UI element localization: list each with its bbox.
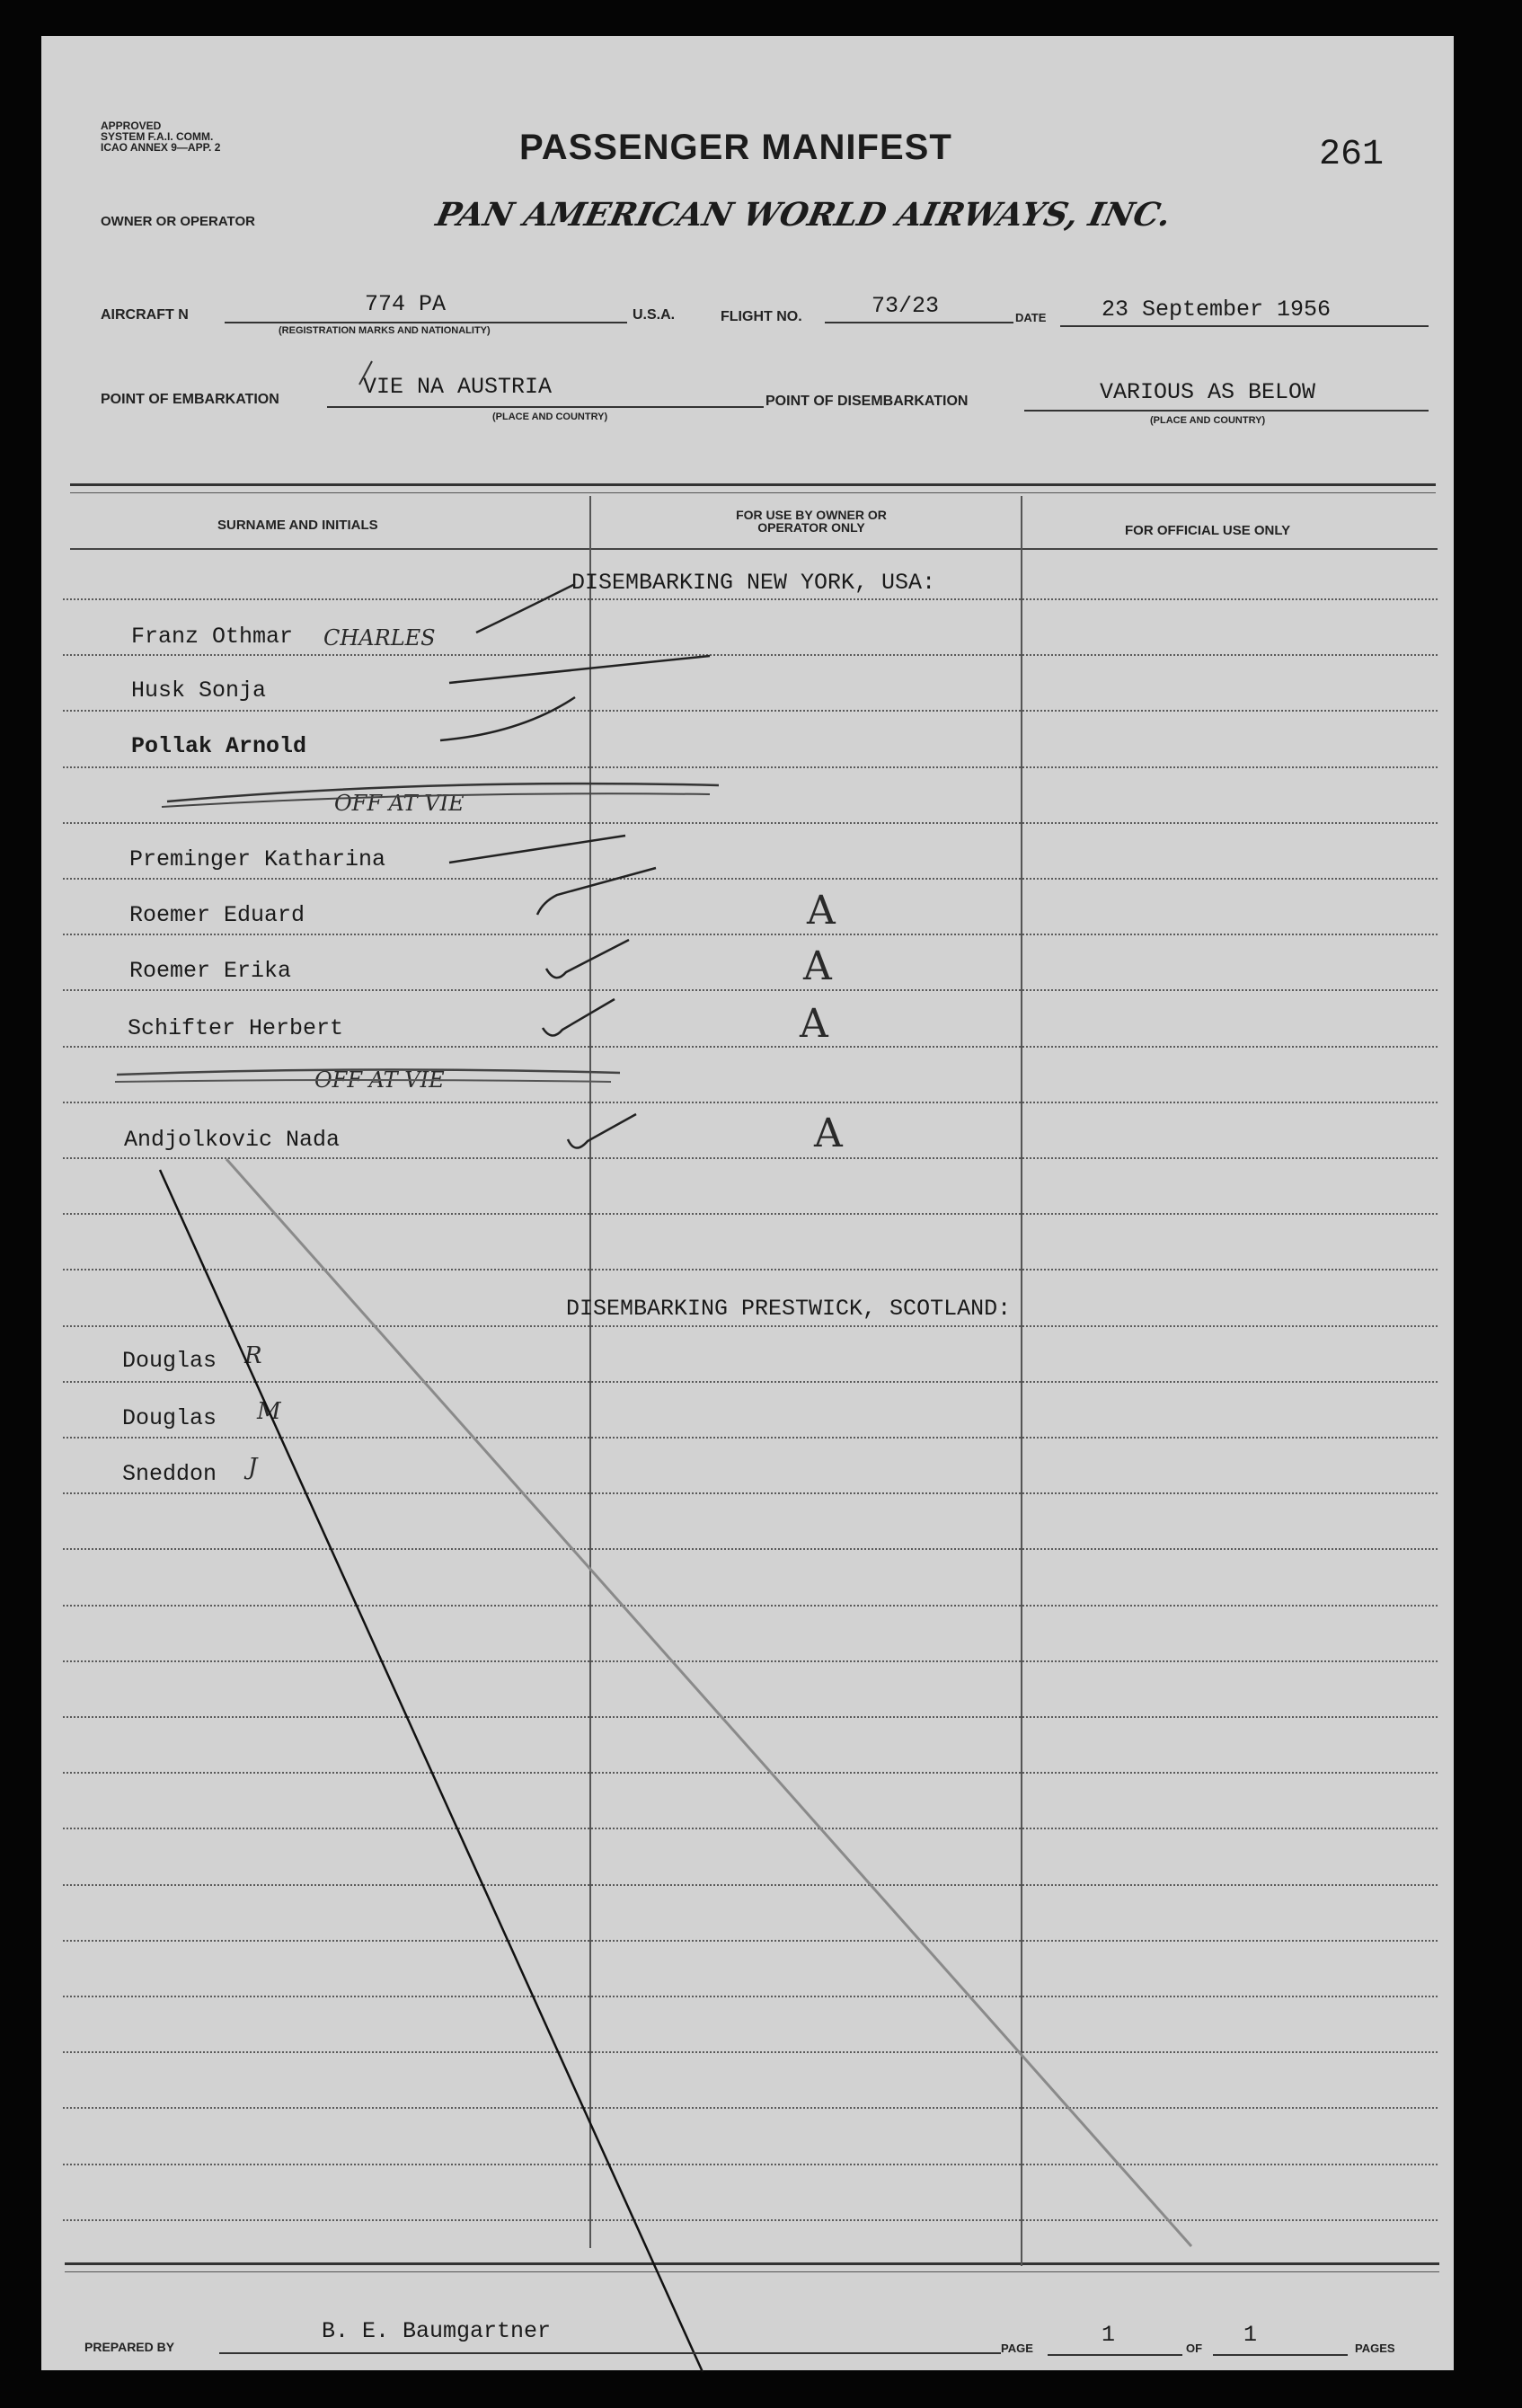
row-rule bbox=[63, 878, 1438, 880]
embark-sublabel: (PLACE AND COUNTRY) bbox=[492, 412, 608, 422]
handwritten-note: OFF AT VIE bbox=[314, 1067, 445, 1093]
approval-line: ICAO ANNEX 9—APP. 2 bbox=[101, 141, 221, 154]
passenger-name: Pollak Arnold bbox=[131, 733, 307, 759]
approval-line: APPROVED bbox=[101, 120, 162, 132]
row-rule bbox=[63, 934, 1438, 935]
handwritten-initial: R bbox=[244, 1342, 262, 1369]
passenger-name: Roemer Erika bbox=[129, 958, 292, 984]
pages-total: 1 bbox=[1243, 2322, 1258, 2348]
table-bottom-rule-thin bbox=[65, 2271, 1439, 2272]
page-value: 1 bbox=[1102, 2322, 1116, 2348]
date-label: DATE bbox=[1015, 311, 1047, 324]
embark-underline bbox=[327, 406, 764, 408]
page-label: PAGE bbox=[1001, 2342, 1033, 2355]
of-label: OF bbox=[1186, 2342, 1203, 2355]
airline-logo: PAN AMERICAN WORLD AIRWAYS, INC. bbox=[432, 196, 1175, 234]
row-rule bbox=[63, 1381, 1438, 1383]
approval-line: SYSTEM F.A.I. COMM. bbox=[101, 130, 214, 143]
row-rule bbox=[63, 1548, 1438, 1550]
column-header-official-use: FOR OFFICIAL USE ONLY bbox=[1125, 523, 1291, 538]
row-rule bbox=[63, 1437, 1438, 1439]
aircraft-value: 774 PA bbox=[365, 291, 447, 317]
row-rule bbox=[63, 1492, 1438, 1494]
date-underline bbox=[1060, 325, 1429, 327]
column-header-surname: SURNAME AND INITIALS bbox=[217, 518, 378, 533]
handwritten-note: OFF AT VIE bbox=[334, 791, 465, 816]
section-heading: DISEMBARKING PRESTWICK, SCOTLAND: bbox=[566, 1296, 1012, 1322]
page-number: 261 bbox=[1319, 135, 1385, 175]
usa-label: U.S.A. bbox=[633, 307, 676, 323]
row-rule bbox=[63, 2164, 1438, 2165]
row-rule bbox=[63, 766, 1438, 768]
flight-number: 73/23 bbox=[872, 293, 940, 319]
pages-label: PAGES bbox=[1355, 2342, 1395, 2355]
handwritten-note: CHARLES bbox=[323, 625, 436, 651]
column-header-owner-use: FOR USE BY OWNER OR OPERATOR ONLY bbox=[736, 508, 887, 535]
flight-label: FLIGHT NO. bbox=[721, 309, 802, 324]
row-rule bbox=[63, 598, 1438, 600]
row-rule bbox=[63, 2219, 1438, 2221]
row-rule bbox=[63, 710, 1438, 712]
embark-label: POINT OF EMBARKATION bbox=[101, 392, 279, 407]
prepared-label: PREPARED BY bbox=[84, 2340, 175, 2354]
flight-underline bbox=[825, 322, 1013, 323]
passenger-name: Preminger Katharina bbox=[129, 846, 386, 872]
row-rule bbox=[63, 989, 1438, 991]
flight-date: 23 September 1956 bbox=[1102, 297, 1332, 323]
passenger-name: Douglas bbox=[122, 1405, 217, 1431]
row-rule bbox=[63, 654, 1438, 656]
handwritten-mark: A bbox=[814, 1111, 843, 1156]
row-rule bbox=[63, 2107, 1438, 2109]
owner-label: OWNER OR OPERATOR bbox=[101, 214, 255, 229]
disembark-label: POINT OF DISEMBARKATION bbox=[765, 394, 969, 409]
page-underline bbox=[1048, 2354, 1182, 2356]
table-bottom-rule bbox=[65, 2262, 1439, 2265]
prepared-by: B. E. Baumgartner bbox=[322, 2318, 552, 2344]
disembark-sublabel: (PLACE AND COUNTRY) bbox=[1150, 415, 1266, 426]
embark-value: VIE NA AUSTRIA bbox=[363, 374, 553, 400]
row-rule bbox=[63, 2051, 1438, 2053]
passenger-name: Husk Sonja bbox=[131, 677, 267, 704]
row-rule bbox=[63, 1325, 1438, 1327]
aircraft-sublabel: (REGISTRATION MARKS AND NATIONALITY) bbox=[279, 325, 491, 336]
disembark-value: VARIOUS AS BELOW bbox=[1100, 379, 1316, 405]
handwritten-initial: J bbox=[248, 1454, 258, 1481]
handwritten-initial: M bbox=[257, 1398, 281, 1425]
table-top-rule-thin bbox=[70, 492, 1436, 493]
row-rule bbox=[63, 1213, 1438, 1215]
row-rule bbox=[63, 1660, 1438, 1662]
passenger-name: Douglas bbox=[122, 1348, 217, 1374]
page-title: PASSENGER MANIFEST bbox=[519, 128, 952, 167]
row-rule bbox=[63, 1772, 1438, 1774]
pages-underline bbox=[1213, 2354, 1348, 2356]
handwritten-mark: A bbox=[800, 1001, 828, 1047]
row-rule bbox=[63, 1269, 1438, 1270]
table-top-rule bbox=[70, 483, 1436, 486]
column-divider-1 bbox=[589, 496, 591, 2248]
row-rule bbox=[63, 1605, 1438, 1607]
passenger-name: Sneddon bbox=[122, 1461, 217, 1487]
prepared-underline bbox=[219, 2352, 1001, 2354]
passenger-name: Andjolkovic Nada bbox=[124, 1127, 341, 1153]
row-rule bbox=[63, 1157, 1438, 1159]
row-rule bbox=[63, 1046, 1438, 1048]
passenger-name: Roemer Eduard bbox=[129, 902, 305, 928]
row-rule bbox=[63, 1940, 1438, 1942]
approval-block bbox=[101, 120, 220, 153]
aircraft-underline bbox=[225, 322, 627, 323]
section-heading: DISEMBARKING NEW YORK, USA: bbox=[571, 570, 936, 596]
disembark-underline bbox=[1024, 410, 1429, 412]
aircraft-label: AIRCRAFT N bbox=[101, 307, 189, 323]
row-rule bbox=[63, 1996, 1438, 1997]
passenger-name: Schifter Herbert bbox=[128, 1015, 344, 1041]
row-rule bbox=[63, 1102, 1438, 1103]
handwritten-mark: A bbox=[803, 943, 832, 989]
row-rule bbox=[63, 1884, 1438, 1886]
passenger-name: Franz Othmar bbox=[131, 624, 294, 650]
handwritten-mark: A bbox=[807, 888, 836, 934]
row-rule bbox=[63, 1828, 1438, 1829]
row-rule bbox=[63, 1716, 1438, 1718]
row-rule bbox=[63, 822, 1438, 824]
table-header-rule bbox=[70, 548, 1438, 550]
